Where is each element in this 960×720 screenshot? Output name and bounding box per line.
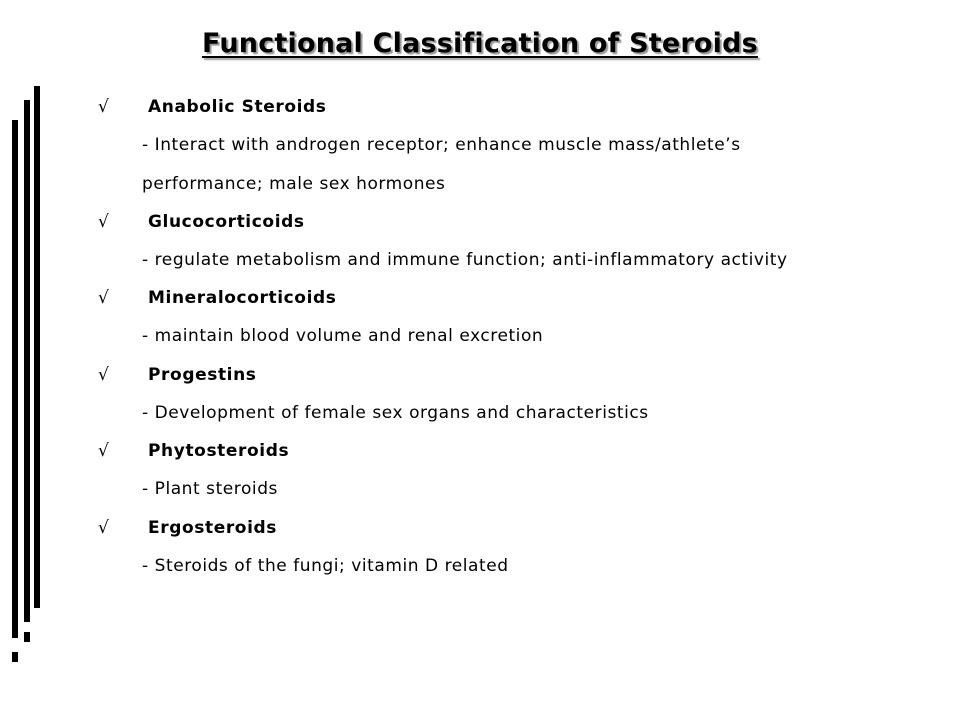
item-heading: Ergosteroids	[148, 518, 277, 538]
list-item-heading	[98, 436, 289, 466]
decorative-bar	[12, 652, 18, 662]
item-description: - Plant steroids	[142, 479, 278, 499]
list-item-heading	[98, 207, 305, 237]
decorative-bar	[34, 86, 40, 608]
list-item-heading	[98, 513, 277, 543]
check-icon: √	[98, 441, 109, 461]
item-heading: Anabolic Steroids	[148, 97, 327, 117]
item-heading: Glucocorticoids	[148, 212, 305, 232]
slide-title: Functional Classification of Steroids	[202, 28, 758, 59]
check-icon: √	[98, 288, 109, 308]
item-description: - Steroids of the fungi; vitamin D related	[142, 556, 509, 576]
check-icon: √	[98, 97, 109, 117]
decorative-bar	[24, 100, 30, 622]
item-description: - maintain blood volume and renal excretion	[142, 326, 544, 346]
check-icon: √	[98, 365, 109, 385]
decorative-bar	[24, 632, 30, 642]
check-icon: √	[98, 212, 109, 232]
item-description: - Interact with androgen receptor; enhance muscle mass/athlete’s	[142, 135, 741, 155]
list-item-heading	[98, 92, 327, 122]
item-description: performance; male sex hormones	[142, 174, 446, 194]
list-item-heading	[98, 283, 337, 313]
check-icon: √	[98, 518, 109, 538]
list-item-heading	[98, 360, 257, 390]
item-heading: Mineralocorticoids	[148, 288, 337, 308]
item-description: - regulate metabolism and immune function; anti-inflammatory activity	[142, 250, 788, 270]
item-description: - Development of female sex organs and characteristics	[142, 403, 649, 423]
item-heading: Progestins	[148, 365, 257, 385]
item-heading: Phytosteroids	[148, 441, 290, 461]
decorative-bar	[12, 120, 18, 638]
